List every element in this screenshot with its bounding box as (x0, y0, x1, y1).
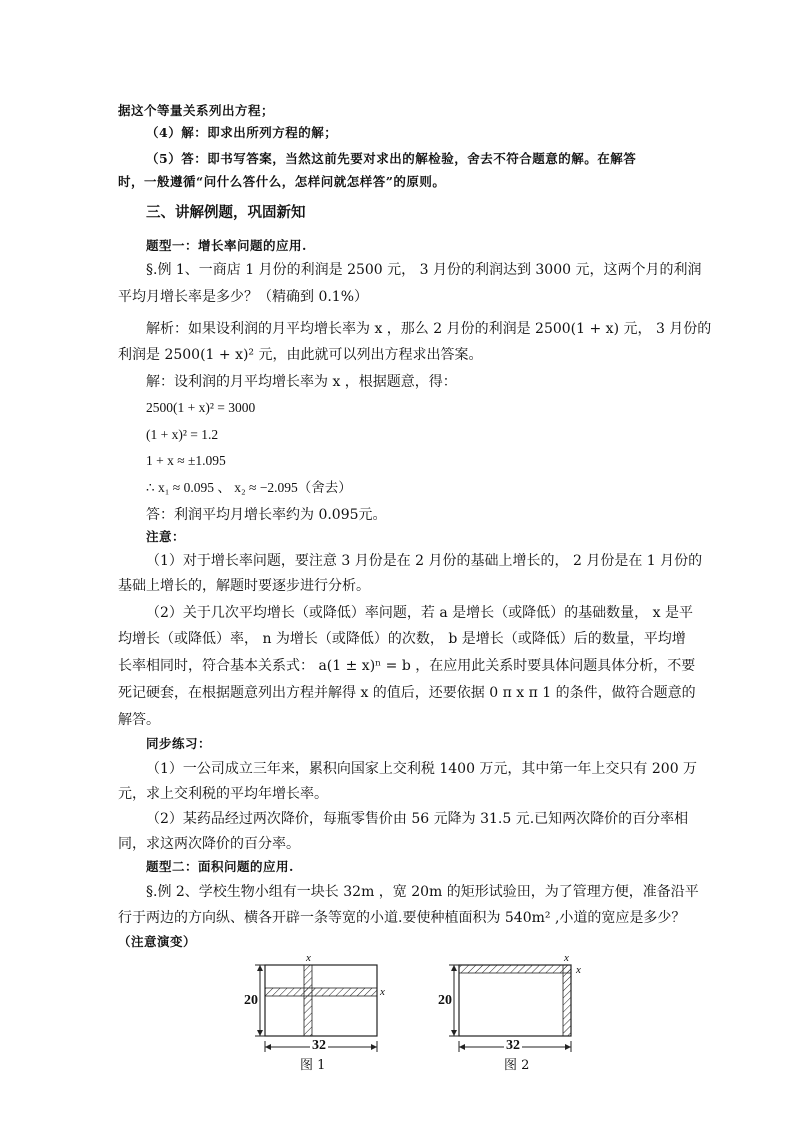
note-p2-e: 解答。 (118, 712, 160, 728)
equation-4: ∴ x₁ ≈ 0.095 、 x₂ ≈ −2.095（舍去） (146, 480, 352, 495)
type1-title: 题型一：增长率问题的应用. (146, 238, 307, 253)
note-label: 注意： (146, 529, 186, 544)
example1-answer: 答：利润平均月增长率约为 0.095元。 (146, 507, 387, 523)
vertical-path (304, 965, 312, 1036)
figure-2-x-right-label: x (576, 964, 581, 976)
type2-title: 题型二：面积问题的应用. (146, 859, 294, 874)
note-p2-b: 均增长（或降低）率， n 为增长（或降低）的次数， b 是增长（或降低）后的数量，平均增 (118, 631, 686, 647)
note-p1-a: （1）对于增长率问题，要注意 3 月份是在 2 月份的基础上增长的， 2 月份是在 1 月份的 (146, 553, 703, 569)
figure-1 (238, 952, 398, 1074)
note-p1-b: 基础上增长的，解题时要逐步进行分析。 (118, 578, 370, 594)
example2-line2: 行于两边的方向纵、横各开辟一条等宽的小道.要使种植面积为 540m² ,小道的宽应是多少？ (118, 910, 686, 926)
practice-q1-b: 元，求上交利税的平均年增长率。 (118, 786, 328, 802)
note-p2-c: 长率相同时，符合基本关系式： a(1 ± x)ⁿ = b ，在应用此关系时要具体问题具体分析，不要 (118, 658, 696, 674)
figure-1-height-label: 20 (244, 993, 258, 1008)
note-p2-a: （2）关于几次平均增长（或降低）率问题，若 a 是增长（或降低）的基础数量， x 是平 (146, 605, 693, 621)
figure-1-x-right-label: x (380, 986, 385, 998)
figure-1-width-label: 32 (312, 1038, 326, 1053)
figure-2-width-label: 32 (506, 1038, 520, 1053)
step3-continuation: 据这个等量关系列出方程； (118, 103, 275, 118)
horizontal-path (265, 988, 377, 996)
practice-q2-a: （2）某药品经过两次降价，每瓶零售价由 56 元降为 31.5 元.已知两次降价的百分率相 (146, 811, 689, 827)
practice-q1-a: （1）一公司成立三年来，累积向国家上交利税 1400 万元，其中第一年上交只有 200 万 (146, 761, 698, 777)
field-rectangle (265, 965, 377, 1036)
figure-2 (432, 952, 592, 1074)
figure-2-x-top-label: x (564, 952, 569, 964)
top-path (459, 965, 571, 973)
practice-label: 同步练习： (146, 736, 212, 751)
example1-line2: 平均月增长率是多少？（精确到 0.1%） (118, 289, 369, 305)
example2-line1: §.例 2、学校生物小组有一块长 32m ，宽 20m 的矩形试验田，为了管理方便，准备沿平 (146, 884, 699, 900)
figure-1-caption: 图 1 (300, 1058, 326, 1073)
step5-text-a: （5）答：即书写答案，当然这前先要对求出的解检验，舍去不符合题意的解。在解答 (146, 151, 637, 166)
figure-2-caption: 图 2 (504, 1058, 530, 1073)
example2-line3: （注意演变） (118, 934, 197, 949)
equation-3: 1 + x ≈ ±1.095 (146, 453, 226, 468)
step5-text-b: 时，一般遵循“问什么答什么，怎样问就怎样答”的原则。 (118, 174, 446, 189)
example1-solution-intro: 解：设利润的月平均增长率为 x ，根据题意，得： (146, 374, 457, 390)
figure-1-x-top-label: x (306, 952, 311, 964)
practice-q2-b: 同，求这两次降价的百分率。 (118, 836, 300, 852)
equation-2: (1 + x)² = 1.2 (146, 427, 219, 442)
equation-1: 2500(1 + x)² = 3000 (146, 400, 256, 415)
right-path (563, 965, 571, 1036)
example1-analysis-1: 解析：如果设利润的月平均增长率为 x ，那么 2 月份的利润是 2500(1 + x) 元， 3 月份的 (146, 321, 712, 337)
section-title: 三、讲解例题，巩固新知 (146, 205, 306, 221)
example1-analysis-2: 利润是 2500(1 + x)² 元，由此就可以列出方程求出答案。 (118, 347, 483, 363)
note-p2-d: 死记硬套，在根据题意列出方程并解得 x 的值后，还要依据 0 π x π 1 的条件，做符合题意的 (118, 685, 696, 701)
step4-text: （4）解：即求出所列方程的解； (146, 125, 338, 140)
example1-line1: §.例 1、一商店 1 月份的利润是 2500 元， 3 月份的利润达到 3000 元，这两个月的利润 (146, 262, 702, 278)
figure-2-height-label: 20 (438, 993, 452, 1008)
field-rectangle-2 (459, 965, 571, 1036)
